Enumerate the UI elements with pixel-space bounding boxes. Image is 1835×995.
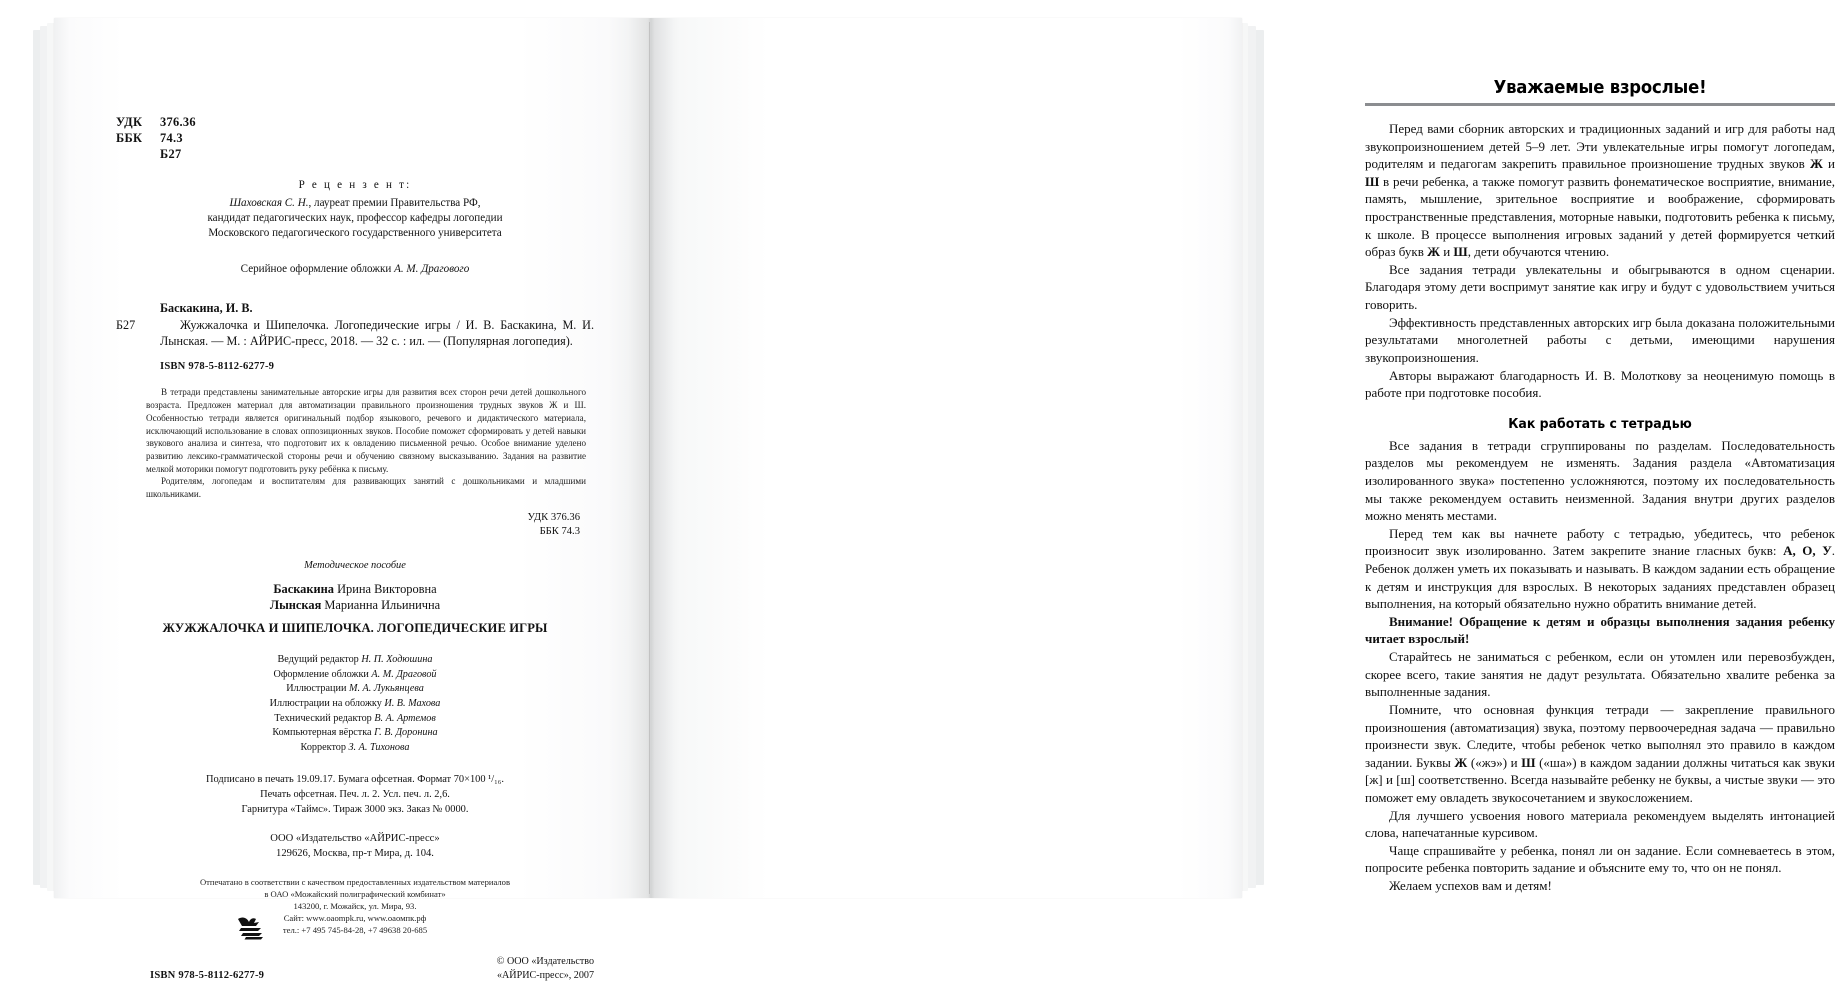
cip-isbn: ISBN 978-5-8112-6277-9 <box>160 360 275 372</box>
credit-row <box>116 712 594 727</box>
p1-seg-c: и <box>1822 156 1835 172</box>
author-2-firstname: Марианна Ильинична <box>321 598 441 613</box>
credit-name: Н. П. Ходюшина <box>361 653 433 665</box>
imprint-footer <box>116 955 594 995</box>
credit-row <box>116 726 594 741</box>
p1-seg-d: в речи ребенка, а также помогут развить фонематическое восприятие, внимание, память, мышление, зрительное восприятие и воображение, сформировать пространственные представления, моторные навыки, подготовить ребенка к письму, к школе. В процессе выполнения игровых заданий у детей формируется четкий образ букв <box>1365 173 1835 260</box>
copyright-notice <box>497 955 594 983</box>
reviewer-line-1-rest: , лауреат премии Правительства РФ, <box>308 196 481 209</box>
foreword-paragraph-1 <box>1365 120 1835 261</box>
credit-role: Технический редактор <box>274 712 372 724</box>
foreword-paragraph-9 <box>1365 701 1835 807</box>
foreword-paragraph-7-attention <box>1365 613 1835 648</box>
reviewer-line-1 <box>116 196 594 211</box>
credit-role: Ведущий редактор <box>277 653 359 665</box>
p9-seg-d: («ша») в каждом задании должны читаться как звуки [ж] и [ш] соответственно. Всегда называйте ребенку не буквы, а чистые звуки — это поможет ему овладеть звукосочетанием и звукосложением. <box>1365 754 1835 805</box>
p6-seg-c: . Ребенок должен уметь их показывать и называть. В каждом задании есть обращение к детям и инструкция для взрослых. В некоторых заданиях представлен образец выполнения, на который обязательно нужно обратить внимание детей. <box>1365 543 1835 612</box>
copyright-line-1: © ООО «Издательство <box>496 955 594 967</box>
p9-seg-a: Помните, что основная функция тетради — закрепление правильного произношения (автоматизация) звука, поэтому первоочередная задача — правильно произнести звук. Следите, чтобы ребенок четко выполнял это правило в каждом задании. Буквы <box>1365 701 1835 770</box>
udk-row <box>116 114 594 130</box>
left-page <box>54 18 650 981</box>
isbn-footer: ISBN 978-5-8112-6277-9 <box>150 969 265 981</box>
p1-seg-a: Перед вами сборник авторских и традиционных заданий и игр для работы над звукопроизношением детей 5–9 лет. Эти увлекательные игры помогут логопедам, родителям и педагогам закрепить правильное произношение трудных звуков <box>1365 121 1835 172</box>
foreword-paragraph-10: Для лучшего усвоения нового материала рекомендуем выделять интонацией слова, напечатанные курсивом. <box>1365 807 1835 841</box>
publisher-name: ООО «Издательство «АЙРИС-пресс» <box>270 832 440 844</box>
printing-house-logo-icon <box>234 913 268 943</box>
cip-shelf-code: Б27 <box>116 318 136 333</box>
p1-letter-zh-1: Ж <box>1809 156 1823 172</box>
p9-letter-zh: Ж <box>1454 754 1468 770</box>
credit-row <box>116 668 594 683</box>
publisher-address: 129626, Москва, пр-т Мира, д. 104. <box>276 848 434 860</box>
udk-bbk-footer <box>116 511 594 539</box>
bbk-label: ББК <box>116 131 143 146</box>
page-stack-edge-right-1 <box>1255 30 1264 885</box>
foreword-heading-block <box>1365 78 1835 106</box>
printhouse-block <box>116 876 594 937</box>
attention-notice: Внимание! Обращение к детям и образцы выполнения задания ребенку читает взрослый! <box>1365 613 1835 647</box>
p6-vowels: А, О, У <box>1783 543 1832 559</box>
udk-footer-line: УДК 376.36 <box>527 511 580 523</box>
print-info-line-1: Подписано в печать 19.09.17. Бумага офсетная. Формат 70×100 ¹/₁₆. <box>206 773 504 785</box>
credit-role: Корректор <box>300 741 346 753</box>
foreword-paragraph-5: Все задания в тетради сгруппированы по разделам. Последовательность разделов мы рекомендуем не изменять. Задания раздела «Автоматизация изолированного звука» постепенно усложняются, поэтому их последовательность мы также рекомендуем оставить неизменной. Задания внутри других разделов можно менять местами. <box>1365 437 1835 524</box>
foreword-paragraph-2: Все задания тетради увлекательны и обыгрываются в одном сценарии. Благодаря этому дети воспримут занятие как игру и будут с удовольствием учиться говорить. <box>1365 261 1835 313</box>
udk-bbk-block <box>116 114 594 162</box>
foreword-paragraph-4: Авторы выражают благодарность И. В. Молоткову за неоценимую помощь в работе при подготовке пособия. <box>1365 367 1835 401</box>
bbk-footer-line: ББК 74.3 <box>539 525 580 537</box>
foreword-paragraph-8: Старайтесь не заниматься с ребенком, если он утомлен или перевозбужден, скорее всего, такие занятия не дадут результата. Обязательно хвалите ребенка за выполненные задания. <box>1365 649 1835 700</box>
cip-author: Баскакина, И. В. <box>160 301 253 316</box>
cover-design-label: Серийное оформление обложки <box>240 262 392 275</box>
book-spine-line <box>649 22 650 894</box>
reviewer-name: Шаховская С. Н. <box>229 196 309 209</box>
imprint-content <box>116 114 594 995</box>
authors-block <box>116 581 594 614</box>
foreword-paragraph-6 <box>1365 525 1835 613</box>
reviewer-line-3: Московского педагогического государственного университета <box>208 227 502 240</box>
book-title: ЖУЖЖАЛОЧКА И ШИПЕЛОЧКА. ЛОГОПЕДИЧЕСКИЕ ИГРЫ <box>162 621 548 636</box>
credit-row <box>116 682 594 697</box>
foreword-content <box>1365 78 1835 895</box>
print-info-line-2: Печать офсетная. Печ. л. 2. Усл. печ. л. 2,6. <box>260 788 450 800</box>
credit-role: Компьютерная вёрстка <box>272 727 372 739</box>
printhouse-website: Сайт: www.oaompk.ru, www.оаомпк.рф <box>283 913 427 924</box>
section-heading-how-to-use: Как работать с тетрадью <box>1508 416 1692 432</box>
credit-name: З. А. Тихонова <box>348 741 410 753</box>
print-info-block <box>116 772 594 817</box>
credit-name: А. М. Драговой <box>371 668 437 680</box>
udk-label: УДК <box>116 115 143 129</box>
reviewer-line-2: кандидат педагогических наук, профессор кафедры логопедии <box>207 211 503 224</box>
publisher-block <box>116 831 594 862</box>
credits-block <box>116 653 594 756</box>
p6-seg-a: Перед тем как вы начнете работу с тетрадью, убедитесь, что ребенок произносит звук изолированно. Затем закрепите знание гласных букв: <box>1365 525 1835 559</box>
credit-role: Иллюстрации <box>286 683 347 695</box>
foreword-paragraph-3: Эффективность представленных авторских игр была доказана положительными результатами многолетней работы с детьми, имеющими нарушения звукопроизношения. <box>1365 314 1835 365</box>
page-stack-edge-right-2 <box>1247 26 1256 888</box>
cip-block <box>116 300 594 374</box>
p9-seg-c: («жэ») и <box>1467 754 1522 770</box>
credit-role: Оформление обложки <box>273 668 369 680</box>
printhouse-line-3: 143200, г. Можайск, ул. Мира, 93. <box>293 901 417 911</box>
credit-name: И. В. Махова <box>384 697 441 709</box>
page-title: Уважаемые взрослые! <box>1493 78 1707 98</box>
p1-seg-f: , дети обучаются чтению. <box>1467 244 1610 260</box>
printhouse-line-1: Отпечатано в соответствии с качеством предоставленных издательством материалов <box>199 876 511 887</box>
p1-letter-sh-1: Ш <box>1365 173 1380 189</box>
reviewer-title: Р е ц е н з е н т: <box>298 179 412 192</box>
p1-seg-e: и <box>1439 244 1454 260</box>
credit-name: Г. В. Доронина <box>374 727 438 739</box>
credit-name: М. А. Лукьянцева <box>348 683 424 695</box>
bbk-value: 74.3 <box>160 131 183 146</box>
foreword-paragraph-11: Чаще спрашивайте у ребенка, понял ли он задание. Если сомневаетесь в этом, попросите ребенка повторить задание и объясните ему то, что он не понял. <box>1365 842 1835 876</box>
author-2 <box>116 597 594 614</box>
credit-row <box>116 653 594 668</box>
cover-design-name: А. М. Драгового <box>394 262 470 275</box>
author-1 <box>116 581 594 598</box>
author-1-firstname: Ирина Викторовна <box>333 581 437 596</box>
right-page <box>650 18 1835 898</box>
foreword-body <box>1365 120 1835 895</box>
annotation-paragraph-2: Родителям, логопедам и воспитателям для развивающих занятий с дошкольниками и младшими школьниками. <box>146 476 586 500</box>
p9-letter-sh: Ш <box>1521 754 1536 770</box>
foreword-paragraph-12: Желаем успехов вам и детям! <box>1389 877 1552 893</box>
credit-role: Иллюстрации на обложку <box>269 697 382 709</box>
cover-design-credit <box>116 262 594 277</box>
p1-letter-sh-2: Ш <box>1453 244 1468 260</box>
credit-row <box>116 741 594 756</box>
credit-row <box>116 697 594 712</box>
annotation-paragraph-1: В тетради представлены занимательные авторские игры для развития всех сторон речи детей дошкольного возраста. Предложен материал для автоматизации правильного произношения трудных звуков Ж и Ш. Особенностью тетради является оригинальный подбор языкового, речевого и дидактического материала, исключающий использование в словах оппозиционных звуков. Пособие поможет сформировать у детей навыки звукового анализа и синтеза, что подготовит их к овладению письменной речью. Особое внимание уделено развитию лексико-грамматической стороны речи и обучению связному высказыванию. Задания на развитие мелкой моторики помогут подготовить руку ребёнка к письму. <box>146 387 586 474</box>
cip-description: Жужжалочка и Шипелочка. Логопедические игры / И. В. Баскакина, М. И. Лынская. — М. : АЙРИС-пресс, 2018. — 32 с. : ил. — (Популярная логопедия). <box>160 317 594 349</box>
author-1-lastname: Баскакина <box>273 581 334 596</box>
author-2-lastname: Лынская <box>269 598 322 613</box>
p1-letter-zh-2: Ж <box>1427 244 1440 260</box>
reviewer-block <box>116 178 594 241</box>
publication-type-label: Методическое пособие <box>304 560 406 572</box>
printhouse-phone: тел.: +7 495 745-84-28, +7 49638 20-685 <box>282 925 428 936</box>
copyright-line-2: «АЙРИС-пресс», 2007 <box>496 969 594 981</box>
annotation-block <box>146 386 586 500</box>
printhouse-line-2: в ОАО «Можайский полиграфический комбинат» <box>264 888 446 899</box>
credit-name: В. А. Артемов <box>374 712 436 724</box>
shelf-code: Б27 <box>160 147 182 162</box>
bbk-row <box>116 130 594 146</box>
heading-rule <box>1365 103 1835 106</box>
print-info-line-3: Гарнитура «Таймс». Тираж 3000 экз. Заказ № 0000. <box>241 803 469 815</box>
udk-value: 376.36 <box>160 115 196 129</box>
